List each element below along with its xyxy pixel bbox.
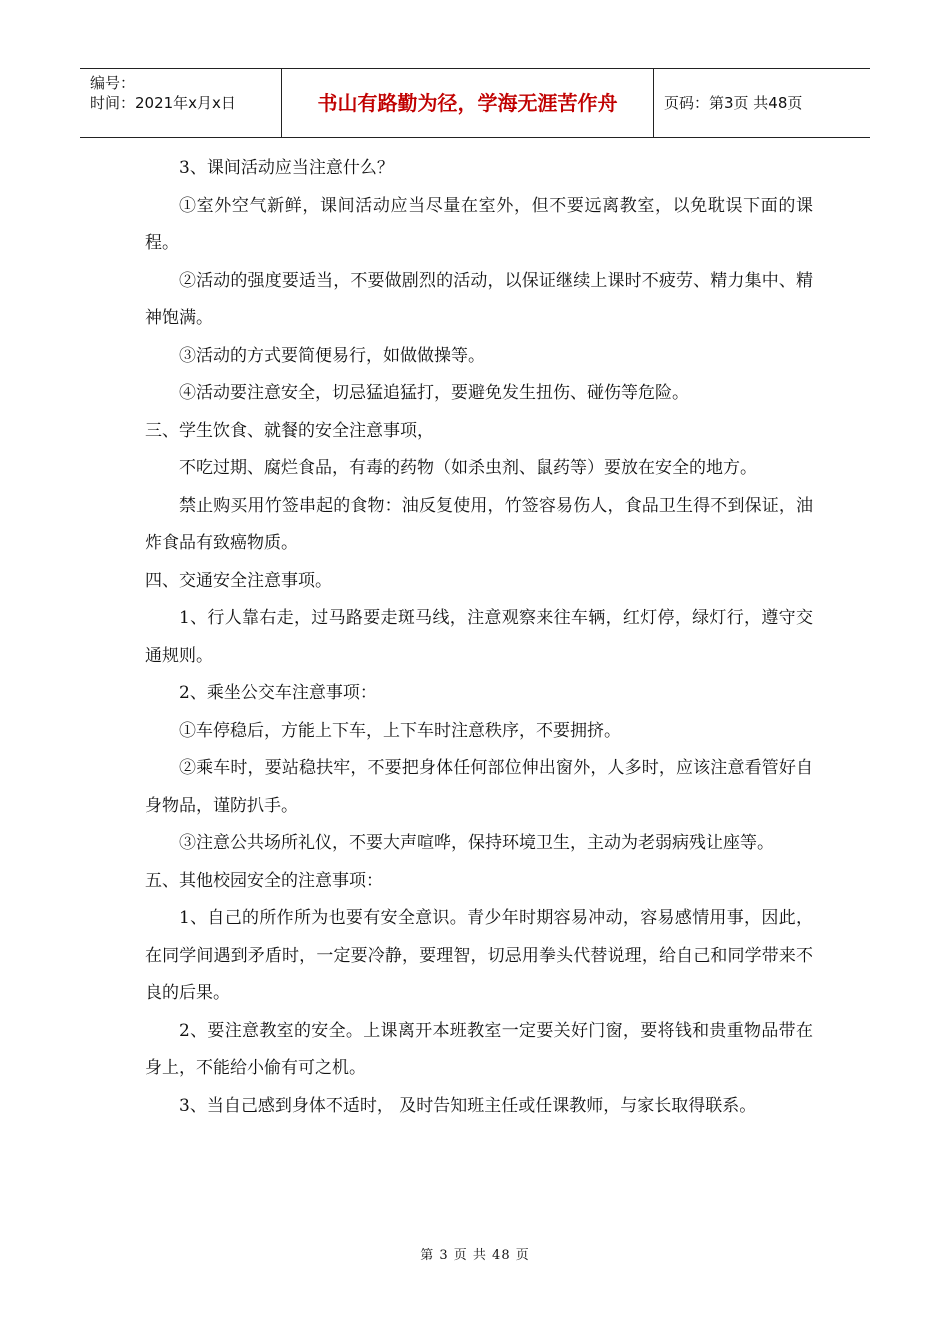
- section-heading: 四、交通安全注意事项。: [145, 570, 332, 591]
- body-paragraph: ④活动要注意安全，切忌猛追猛打，要避免发生扭伤、碰伤等危险。: [179, 383, 689, 403]
- body-paragraph: ①室外空气新鲜，课间活动应当尽量在室外，但不要远离教室，以免耽误下面的课程。: [145, 195, 813, 253]
- body-paragraph: ③注意公共场所礼仪，不要大声喧哗，保持环境卫生，主动为老弱病残让座等。: [179, 833, 774, 853]
- section-heading: 五、其他校园安全的注意事项：: [145, 870, 383, 891]
- body-paragraph: 3、课间活动应当注意什么？: [179, 158, 394, 178]
- header-page-info: 页码：第3页 共48页: [664, 94, 803, 112]
- body-paragraph: 2、要注意教室的安全。上课离开本班教室一定要关好门窗，要将钱和贵重物品带在身上，不能给小偷有可之机。: [145, 1020, 813, 1078]
- body-paragraph: 3、当自己感到身体不适时， 及时告知班主任或任课教师，与家长取得联系。: [179, 1095, 757, 1116]
- body-paragraph: 禁止购买用竹签串起的食物：油反复使用，竹签容易伤人，食品卫生得不到保证，油炸食品有致癌物质。: [145, 495, 813, 553]
- body-paragraph: 不吃过期、腐烂食品，有毒的药物（如杀虫剂、鼠药等）要放在安全的地方。: [179, 458, 757, 478]
- body-paragraph: ②乘车时，要站稳扶牢，不要把身体任何部位伸出窗外，人多时，应该注意看管好自身物品，谨防扒手。: [145, 758, 813, 816]
- body-paragraph: ②活动的强度要适当，不要做剧烈的活动，以保证继续上课时不疲劳、精力集中、精神饱满。: [145, 270, 813, 328]
- body-paragraph: 1、自己的所作所为也要有安全意识。青少年时期容易冲动，容易感情用事，因此，在同学间遇到矛盾时，一定要冷静，要理智，切忌用拳头代替说理，给自己和同学带来不良的后果。: [145, 908, 813, 1003]
- date-line: 时间：2021年x月x日: [90, 94, 236, 112]
- body-paragraph: ①车停稳后，方能上下车，上下车时注意秩序，不要拥挤。: [179, 720, 621, 741]
- document-body: [145, 150, 813, 1125]
- number-label: 编号：: [90, 74, 136, 92]
- body-paragraph: ③活动的方式要简便易行，如做做操等。: [179, 345, 485, 366]
- page-header: [80, 68, 870, 138]
- body-paragraph: 2、乘坐公交车注意事项：: [179, 683, 377, 703]
- header-meta: [80, 69, 282, 137]
- section-heading: 三、学生饮食、就餐的安全注意事项，: [145, 420, 434, 441]
- header-motto: 书山有路勤为径，学海无涯苦作舟: [282, 69, 654, 137]
- page-footer: 第 3 页 共 48 页: [420, 1248, 530, 1263]
- body-paragraph: 1、行人靠右走，过马路要走斑马线，注意观察来往车辆，红灯停，绿灯行，遵守交通规则。: [145, 608, 813, 666]
